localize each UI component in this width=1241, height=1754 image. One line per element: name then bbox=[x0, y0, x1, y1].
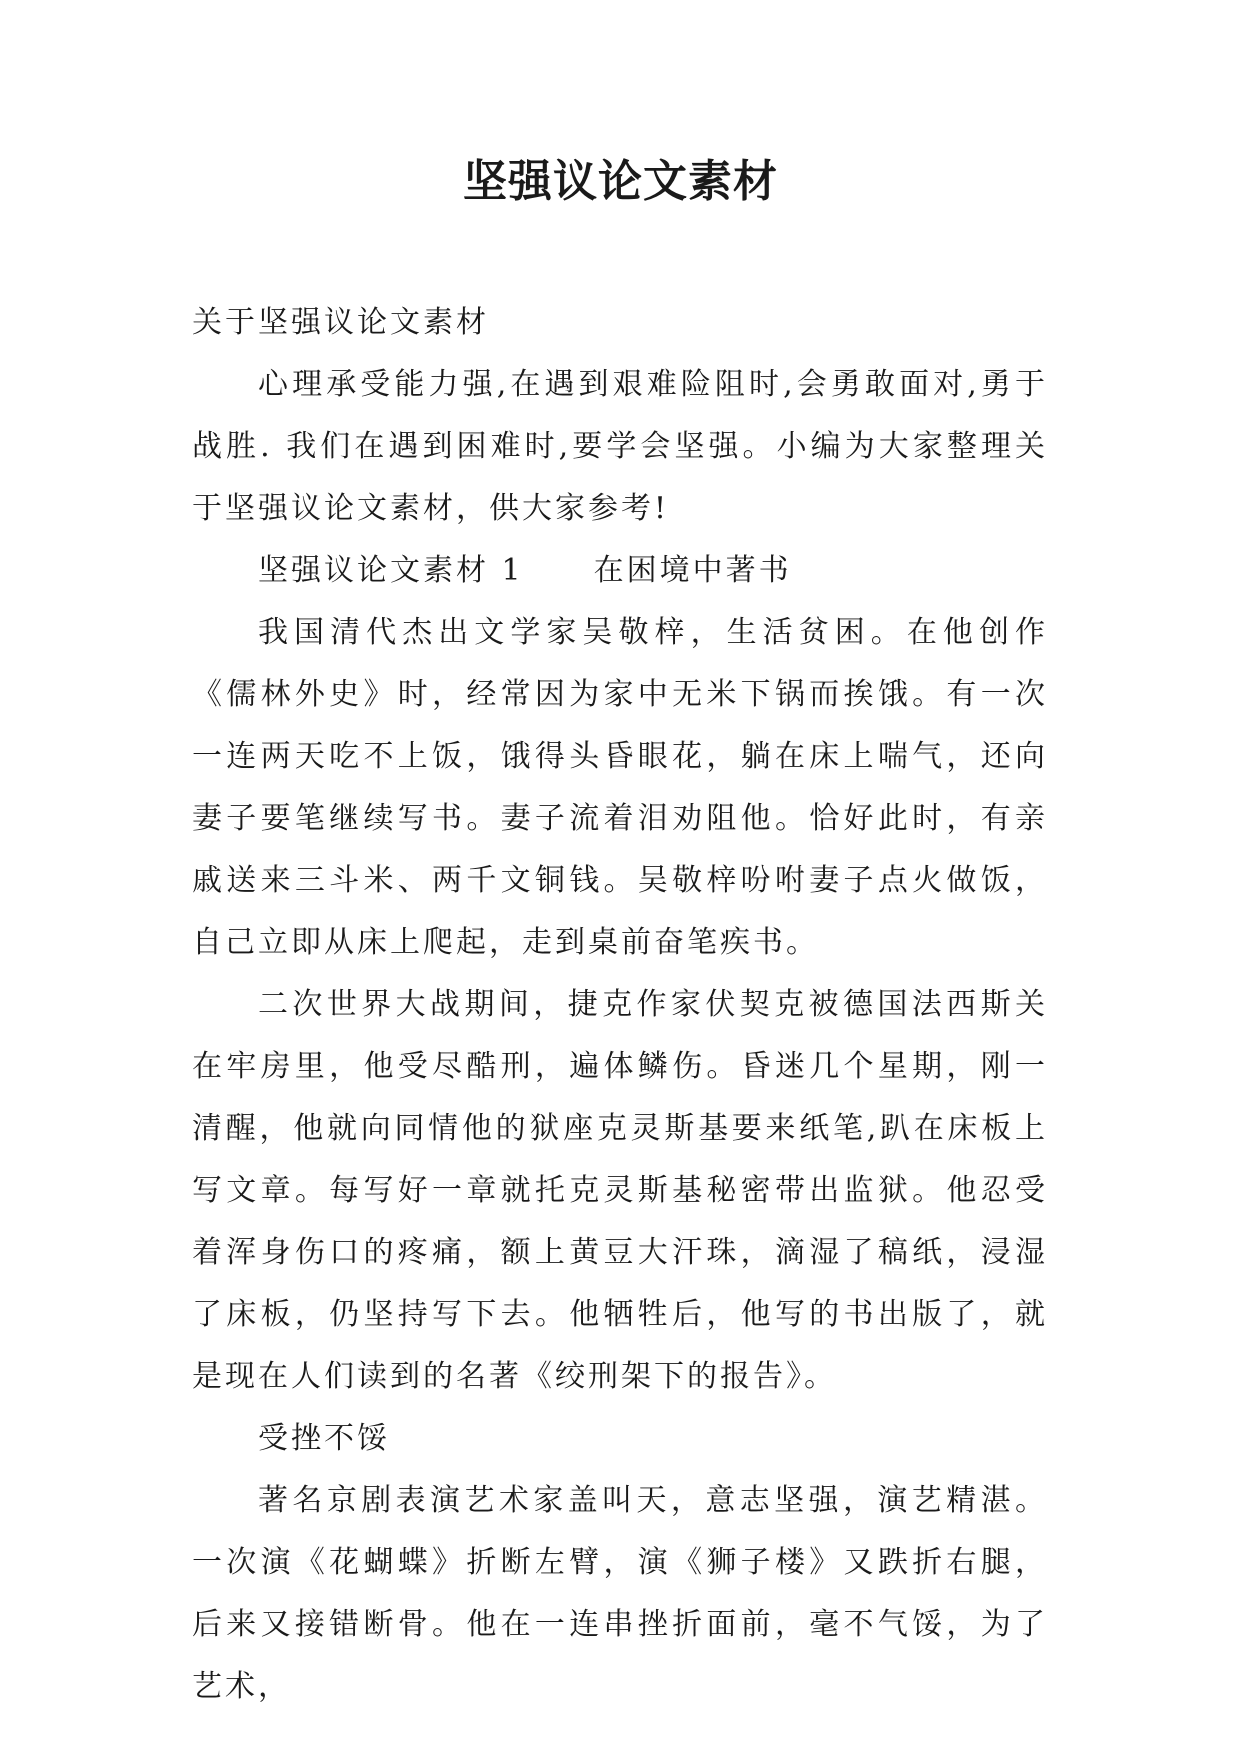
section-1-paragraph-1: 我国清代杰出文学家吴敬梓，生活贫困。在他创作《儒林外史》时，经常因为家中无米下锅而挨饿。有一次一连两天吃不上饭，饿得头昏眼花，躺在床上喘气，还向妻子要笔继续写书。妻子流着泪劝阻他。恰好此时，有亲戚送来三斗米、两千文铜钱。吴敬梓吩咐妻子点火做饭，自己立即从床上爬起，走到桌前奋笔疾书。 bbox=[192, 615, 1048, 960]
section-1-label: 坚强议论文素材 1 bbox=[258, 553, 524, 588]
section-2-heading: 受挫不馁 bbox=[258, 1421, 390, 1456]
section-1-subtitle: 在困境中著书 bbox=[593, 553, 792, 588]
document-body bbox=[192, 292, 1048, 1718]
section-1-heading bbox=[192, 540, 1048, 602]
intro-paragraph: 心理承受能力强,在遇到艰难险阻时,会勇敢面对,勇于战胜. 我们在遇到困难时,要学会坚强。小编为大家整理关于坚强议论文素材，供大家参考! bbox=[192, 367, 1048, 526]
section-2-paragraph-1: 著名京剧表演艺术家盖叫天，意志坚强，演艺精湛。一次演《花蝴蝶》折断左臂，演《狮子楼》又跌折右腿，后来又接错断骨。他在一连串挫折面前，毫不气馁，为了艺术， bbox=[192, 1483, 1048, 1704]
document-title: 坚强议论文素材 bbox=[463, 156, 778, 207]
section-1-paragraph-2: 二次世界大战期间，捷克作家伏契克被德国法西斯关在牢房里，他受尽酷刑，遍体鳞伤。昏迷几个星期，刚一清醒，他就向同情他的狱座克灵斯基要来纸笔,趴在床板上写文章。每写好一章就托克灵斯基秘密带出监狱。他忍受着浑身伤口的疼痛，额上黄豆大汗珠，滴湿了稿纸，浸湿了床板，仍坚持写下去。他牺牲后，他写的书出版了，就是现在人们读到的名著《绞刑架下的报告》。 bbox=[192, 987, 1048, 1394]
document-heading: 关于坚强议论文素材 bbox=[192, 305, 489, 340]
